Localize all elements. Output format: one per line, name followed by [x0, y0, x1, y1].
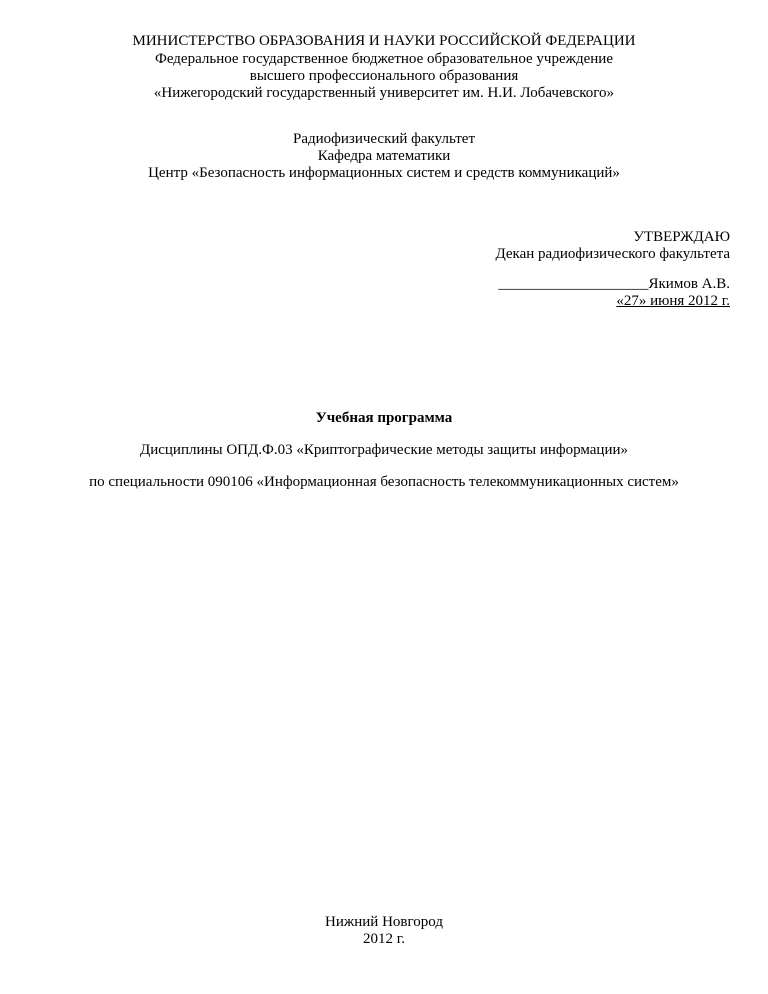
document-title: Учебная программа	[315, 410, 453, 426]
specialty-name: по специальности 090106 «Информационная безопасность телекоммуникационных систем»	[89, 474, 679, 490]
approve-word: УТВЕРЖДАЮ	[633, 229, 730, 245]
approver-position: Декан радиофизического факультета	[495, 246, 730, 262]
university-name: «Нижегородский государственный университет им. Н.И. Лобачевского»	[153, 85, 615, 101]
education-level: высшего профессионального образования	[249, 68, 519, 84]
center-name: Центр «Безопасность информационных систем и средств коммуникаций»	[148, 165, 620, 181]
ministry-name: МИНИСТЕРСТВО ОБРАЗОВАНИЯ И НАУКИ РОССИЙСКОЙ ФЕДЕРАЦИИ	[132, 33, 636, 49]
faculty-name: Радиофизический факультет	[293, 131, 475, 147]
approval-date: «27» июня 2012 г.	[616, 293, 730, 309]
discipline-name: Дисциплины ОПД.Ф.03 «Криптографические методы защиты информации»	[139, 442, 629, 458]
document-year: 2012 г.	[363, 931, 405, 947]
chair-name: Кафедра математики	[317, 148, 451, 164]
city-name: Нижний Новгород	[325, 914, 443, 930]
institution-type: Федеральное государственное бюджетное образовательное учреждение	[154, 51, 613, 67]
signature-line: ____________________Якимов А.В.	[498, 276, 730, 292]
